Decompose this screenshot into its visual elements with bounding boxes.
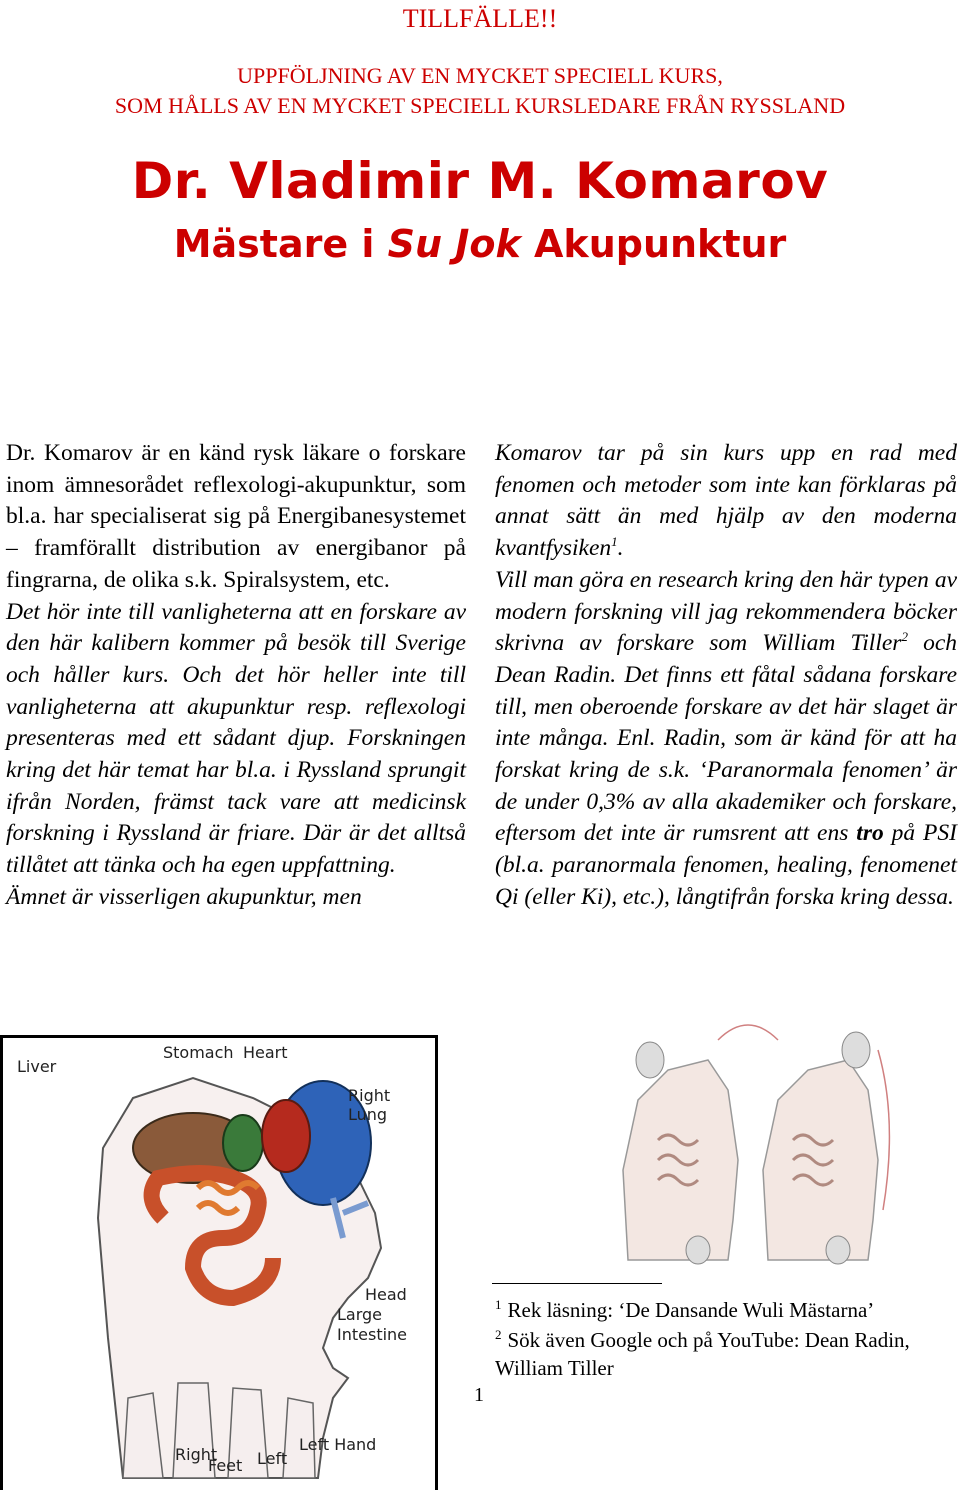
hand-diagram-svg <box>3 1038 435 1490</box>
hand-right-outline <box>763 1060 878 1260</box>
left-column <box>6 438 466 914</box>
title-italic: Su Jok <box>387 222 521 266</box>
label-right-lung-2: Lung <box>348 1105 388 1124</box>
footnote-ref-1[interactable]: 1 <box>611 534 618 550</box>
label-large-intestine-1: Large <box>337 1305 383 1324</box>
connection-arrow <box>718 1025 778 1040</box>
label-stomach: Stomach <box>163 1043 234 1062</box>
label-left-hand: Left Hand <box>299 1435 377 1454</box>
footnote-1-number: 1 <box>495 1297 502 1312</box>
hand-reflexology-figure <box>0 1035 438 1490</box>
face-icon-3 <box>686 1236 710 1264</box>
heart-shape <box>262 1100 310 1172</box>
left-paragraph-2: Det hör inte till vanligheterna att en forskare av den här kalibern kommer på besök till Sverige och håller kurs. Och det hör heller inte till vanligheterna att akupunktur resp. reflexologi presenteras med ett sådant djup. Forskningen kring det här temat har bl.a. i Ryssland sprungit ifrån Norden, främst tack vare att medicinsk forskning i Ryssland är friare. Där är det alltså tillåtet att tänka och ha egen uppfattning. <box>6 598 466 879</box>
footnote-1-text: Rek läsning: ‘De Dansande Wuli Mästarna’ <box>507 1298 875 1322</box>
face-icon-4 <box>826 1236 850 1264</box>
label-feet: Feet <box>208 1456 243 1475</box>
instructor-name: Dr. Vladimir M. Komarov <box>131 152 829 210</box>
right-p1-text: Komarov tar på sin kurs upp en rad med fenomen och metoder som inte kan förklaras på annat sätt än med hjälp av den moderna kvantfysiken <box>495 440 957 562</box>
face-icon-2 <box>842 1032 870 1068</box>
right-p2-text-a: Vill man göra en research kring den här typen av modern forskning vill jag rekommendera böcker skrivna av forskare som William Tiller <box>495 566 957 657</box>
footnote-ref-2[interactable]: 2 <box>901 629 908 645</box>
footnote-2-text: Sök även Google och på YouTube: Dean Radin, William Tiller <box>495 1328 910 1380</box>
footnote-2 <box>495 1326 955 1382</box>
header-subtitle-line1: UPPFÖLJNING AV EN MYCKET SPECIELL KURS, <box>237 63 723 88</box>
right-p2-text-b: och Dean Radin. Det finns ett fåtal sådana forskare till, men oberoende forskare av det här slaget är inte många. Enl. Radin, som är känd för att ha forskat kring de s.k. ‘Paranormala fenomen’ är de under 0,3% av alla akademiker och forskare, eftersom det inte är rumsrent att ens <box>495 630 958 847</box>
stomach-shape <box>223 1115 263 1171</box>
footnote-1 <box>495 1298 955 1323</box>
footnote-2-number: 2 <box>495 1327 502 1342</box>
right-p2-text-c: på PSI (bl.a. paranormala fenomen, healing, fenomenet Qi (eller Ki), etc.), långtifrån forska kring dessa. <box>495 820 957 910</box>
two-hands-svg <box>598 1020 903 1275</box>
label-large-intestine-2: Intestine <box>337 1325 408 1344</box>
footnote-rule <box>492 1283 662 1284</box>
two-hands-figure <box>598 1020 903 1275</box>
title-part2: Akupunktur <box>520 222 787 266</box>
header-tillfalle: TILLFÄLLE!! <box>402 4 558 33</box>
label-head: Head <box>365 1285 407 1304</box>
label-liver: Liver <box>17 1057 57 1076</box>
title-part1: Mästare i <box>173 222 388 266</box>
right-column <box>495 438 957 914</box>
right-paragraph-2 <box>495 565 957 914</box>
right-p1-end: . <box>617 535 624 562</box>
right-paragraph-1 <box>495 438 957 565</box>
face-icon <box>636 1042 664 1078</box>
page-number: 1 <box>474 1384 484 1406</box>
right-p2-bold: tro <box>856 820 884 847</box>
left-paragraph-1: Dr. Komarov är en känd rysk läkare o forskare inom ämnesorådet reflexologi-akupunktur, som bl.a. har specialiserat sig på Energibanesystemet – framförallt distribution av energibanor på fingrarna, de olika s.k. Spiralsystem, etc. <box>6 440 466 593</box>
label-heart: Heart <box>243 1043 288 1062</box>
label-left: Left <box>257 1449 288 1468</box>
left-paragraph-3: Ämnet är visserligen akupunktur, men <box>6 883 362 910</box>
label-right: Right <box>175 1445 218 1464</box>
hand-left-outline <box>623 1060 738 1260</box>
instructor-title <box>0 222 960 266</box>
connection-arrow-2 <box>878 1050 889 1210</box>
label-right-lung-1: Right <box>348 1086 391 1105</box>
header-subtitle-line2: SOM HÅLLS AV EN MYCKET SPECIELL KURSLEDARE FRÅN RYSSLAND <box>114 93 846 118</box>
